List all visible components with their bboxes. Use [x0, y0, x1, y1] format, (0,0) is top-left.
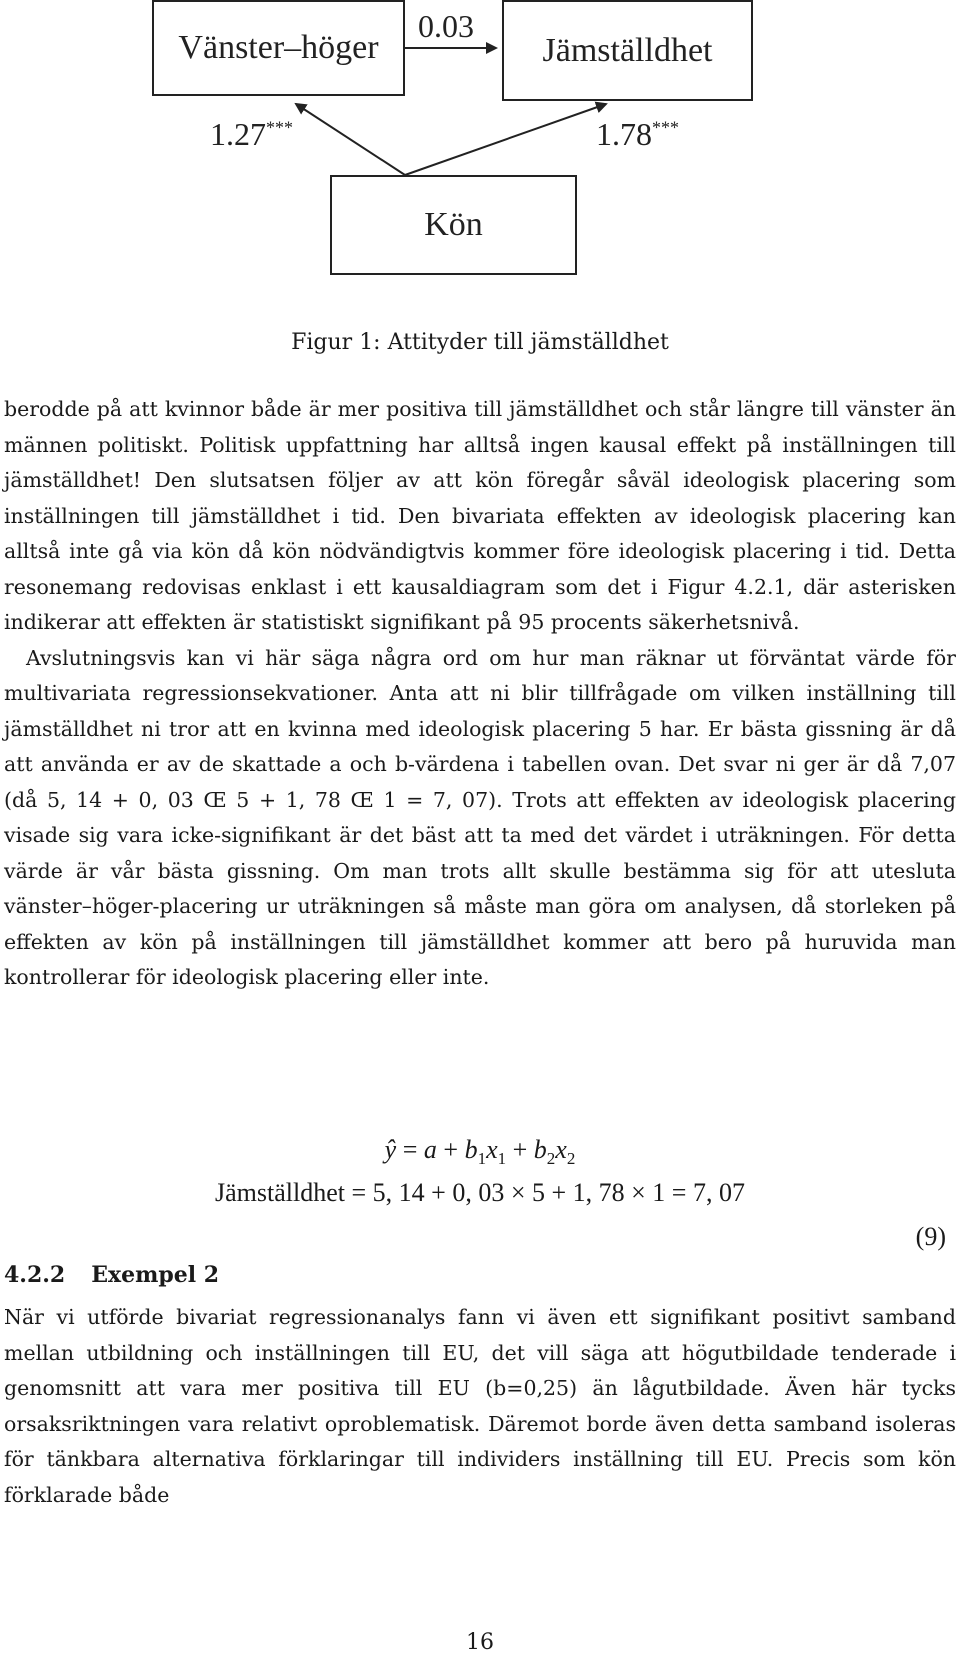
eq-x1: x: [486, 1135, 498, 1164]
eq-equals: =: [396, 1135, 424, 1164]
figure-caption: Figur 1: Attityder till jämställdhet: [291, 330, 669, 355]
coef-left-to-right-value: 0.03: [418, 8, 474, 44]
eq-b2-sub: 2: [546, 1149, 556, 1169]
arrow-bottom-to-right: [405, 104, 606, 175]
coef-bottom-to-right-value: 1.78: [596, 116, 652, 152]
body-text-bottom: [4, 1300, 956, 1513]
node-jamstalldhet: [502, 0, 753, 101]
eq-x1-sub: 1: [497, 1149, 507, 1169]
page-number: 16: [466, 1630, 494, 1655]
eq-yhat: ŷ: [384, 1135, 397, 1164]
section-number: 4.2.2: [4, 1262, 66, 1288]
node-kon-label: Kön: [424, 206, 483, 243]
eq-x2-sub: 2: [566, 1149, 576, 1169]
eq-b2: b: [533, 1135, 547, 1164]
coef-bottom-to-left: [210, 116, 293, 153]
coef-left-to-right: [418, 8, 474, 45]
diagram-arrows: [0, 0, 960, 330]
path-diagram: [0, 0, 960, 330]
coef-bottom-to-left-value: 1.27: [210, 116, 266, 152]
eq-a: a: [423, 1135, 437, 1164]
arrow-bottom-to-left: [296, 104, 405, 175]
significance-stars: ***: [266, 117, 293, 138]
eq-b1: b: [464, 1135, 478, 1164]
section-heading: [4, 1262, 219, 1288]
eq-x2: x: [555, 1135, 567, 1164]
eq-b1-sub: 1: [477, 1149, 487, 1169]
node-vanster-hoger-label: Vänster–höger: [178, 29, 379, 66]
node-kon: [330, 175, 577, 275]
equation-line-2: Jämställdhet = 5, 14 + 0, 03 × 5 + 1, 78 × 1 = 7, 07: [215, 1178, 745, 1207]
paragraph-2: Avslutningsvis kan vi här säga några ord om hur man räknar ut förväntat värde för multivariata regressionsekvationer. Anta att ni blir tillfrågade om vilken inställning till jämställdhet ni tror att en kvinna med ideologisk placering 5 har. Er bästa gissning är då att använda er av de skattade a och b-värdena i tabellen ovan. Det svar ni ger är då 7,07 (då 5, 14 + 0, 03 Œ 5 + 1, 78 Œ 1 = 7, 07). Trots att effekten av ideologisk placering visade sig vara icke-signifikant är det bäst att ta med det värdet i uträkningen. För detta värde är vår bästa gissning. Om man trots allt skulle bestämma sig för att utesluta vänster–höger-placering ur uträkningen så måste man göra om analysen, då storleken på effekten av kön på inställningen till jämställdhet kommer att bero på huruvida man kontrollerar för ideologisk placering eller inte.: [4, 645, 956, 989]
paragraph-1: berodde på att kvinnor både är mer positiva till jämställdhet och står längre till vänster än männen politiskt. Politisk uppfattning har alltså ingen kausal effekt på inställningen till jämställdhet! Den slutsatsen följer av att kön föregår såväl ideologisk placering som inställningen till jämställdhet i tid. Den bivariata effekten av ideologisk placering kan alltså inte gå via kön då kön nödvändigtvis kommer före ideologisk placering i tid. Detta resonemang redovisas enklast i ett kausaldiagram som det i Figur 4.2.1, där asterisken indikerar att effekten är statistiskt signifikant på 95 procents säkerhetsnivå.: [4, 397, 956, 634]
significance-stars: ***: [652, 117, 679, 138]
body-text-top: [4, 392, 956, 996]
node-jamstalldhet-label: Jämställdhet: [542, 31, 713, 69]
node-vanster-hoger: [152, 0, 405, 96]
equation-number: (9): [915, 1222, 946, 1251]
eq-plus: +: [436, 1135, 465, 1164]
section-title: Exempel 2: [91, 1262, 220, 1288]
eq-plus: +: [506, 1135, 534, 1164]
equation-line-1: [0, 1135, 960, 1169]
coef-bottom-to-right: [596, 116, 679, 153]
paragraph-3: När vi utförde bivariat regressionanalys fann vi även ett signifikant positivt samband mellan utbildning och inställningen till EU, det vill säga att högutbildade tenderade i genomsnitt att vara mer positiva till EU (b=0,25) än lågutbildade. Även här tycks orsaksriktningen vara relativt oproblematisk. Däremot borde även detta samband isoleras för tänkbara alternativa förklaringar till individers inställning till EU. Precis som kön förklarade både: [4, 1305, 956, 1507]
